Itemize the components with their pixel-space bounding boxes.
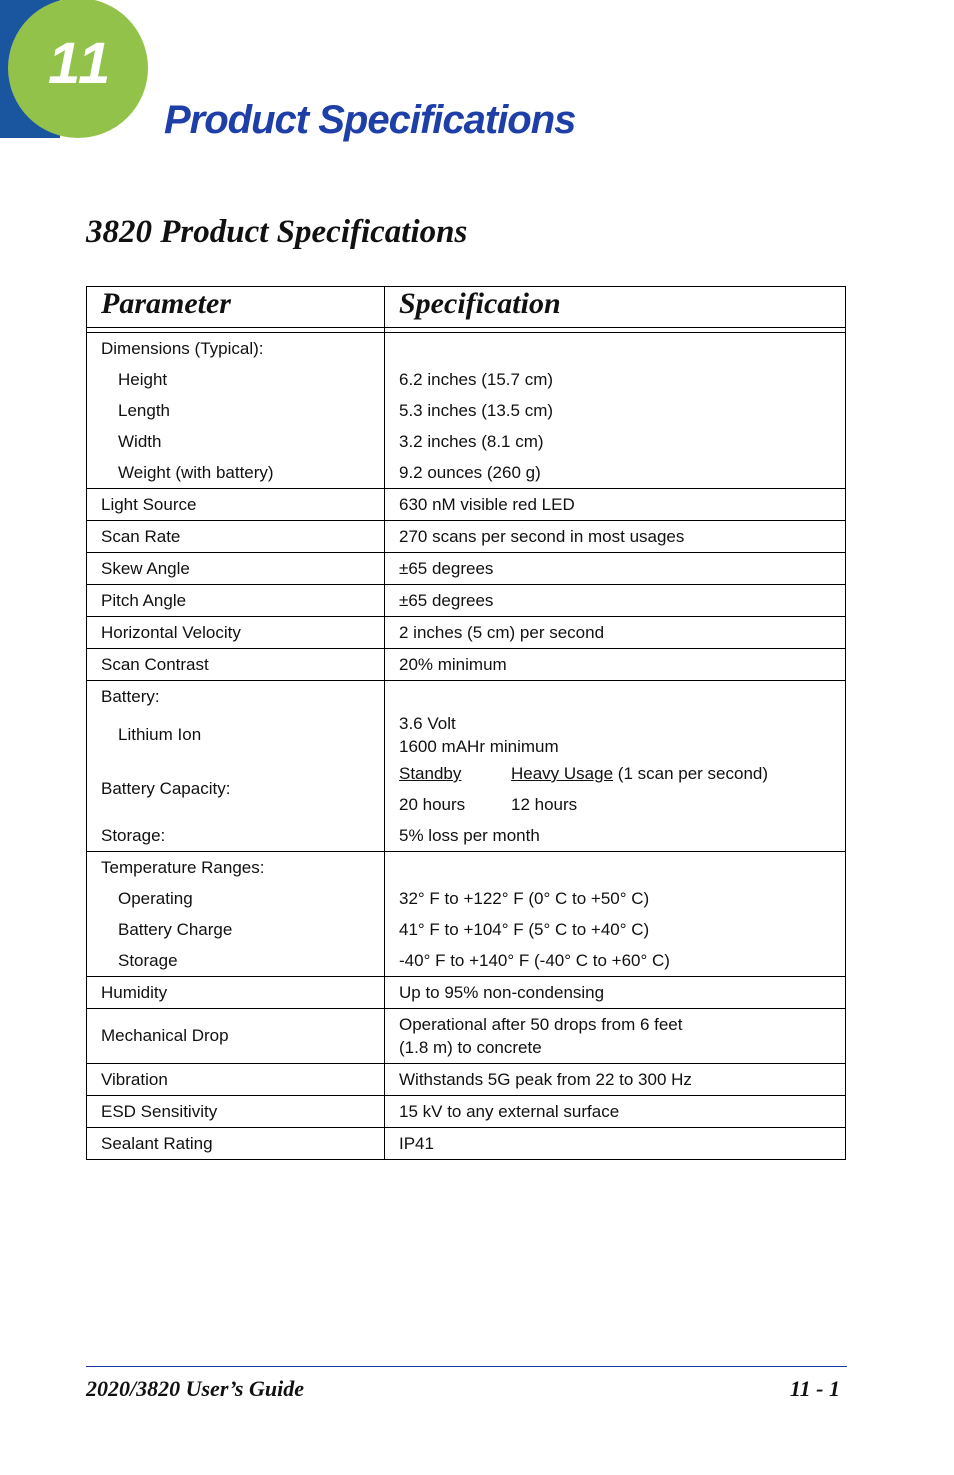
table-row (87, 553, 846, 585)
param-length: Length (118, 401, 170, 420)
param-operating: Operating (118, 889, 193, 908)
spec-horizontal-velocity: 2 inches (5 cm) per second (385, 617, 846, 649)
table-header-row (87, 287, 846, 328)
spec-width: 3.2 inches (8.1 cm) (399, 432, 544, 451)
spec-storage-loss: 5% loss per month (399, 826, 540, 845)
param-battery-charge: Battery Charge (118, 920, 233, 939)
spec-skew-angle: ±65 degrees (385, 553, 846, 585)
spec-capacity-min: 1600 mAHr minimum (399, 737, 559, 756)
dimensions-label: Dimensions (Typical): (101, 339, 264, 358)
table-row (87, 1064, 846, 1096)
spec-humidity: Up to 95% non-condensing (385, 977, 846, 1009)
table-row-battery (87, 681, 846, 852)
chapter-number: 11 (48, 31, 113, 96)
param-storage-temp: Storage (118, 951, 178, 970)
spec-battery-charge: 41° F to +104° F (5° C to +40° C) (399, 920, 650, 939)
param-esd-sensitivity: ESD Sensitivity (87, 1096, 385, 1128)
chapter-title: Product Specifications (164, 98, 576, 142)
param-skew-angle: Skew Angle (87, 553, 385, 585)
table-row (87, 617, 846, 649)
heavy-usage-heading: Heavy Usage (511, 764, 614, 783)
spec-length: 5.3 inches (13.5 cm) (399, 401, 554, 420)
spec-scan-rate: 270 scans per second in most usages (385, 521, 846, 553)
section-title: 3820 Product Specifications (86, 214, 468, 250)
spec-voltage: 3.6 Volt (399, 714, 456, 733)
param-pitch-angle: Pitch Angle (87, 585, 385, 617)
battery-label: Battery: (101, 687, 160, 706)
param-storage: Storage: (101, 826, 166, 845)
footer-guide-title: 2020/3820 User’s Guide (86, 1376, 304, 1401)
specifications-table (86, 286, 846, 1160)
standby-value: 20 hours (399, 795, 466, 814)
spec-weight: 9.2 ounces (260 g) (399, 463, 541, 482)
spec-drop-line1: Operational after 50 drops from 6 feet (399, 1015, 683, 1034)
table-row (87, 489, 846, 521)
spec-sealant-rating: IP41 (385, 1128, 846, 1160)
param-horizontal-velocity: Horizontal Velocity (87, 617, 385, 649)
param-weight: Weight (with battery) (118, 463, 274, 482)
spec-height: 6.2 inches (15.7 cm) (399, 370, 554, 389)
table-row-temperature (87, 852, 846, 977)
table-row (87, 649, 846, 681)
param-humidity: Humidity (87, 977, 385, 1009)
param-sealant-rating: Sealant Rating (87, 1128, 385, 1160)
param-mechanical-drop: Mechanical Drop (87, 1009, 385, 1064)
table-row (87, 977, 846, 1009)
spec-scan-contrast: 20% minimum (385, 649, 846, 681)
footer-divider (86, 1366, 847, 1367)
param-lithium-ion: Lithium Ion (118, 725, 202, 744)
param-scan-rate: Scan Rate (87, 521, 385, 553)
spec-drop-line2: (1.8 m) to concrete (399, 1038, 542, 1057)
heavy-usage-value: 12 hours (511, 795, 578, 814)
spec-esd-sensitivity: 15 kV to any external surface (385, 1096, 846, 1128)
table-row-drop (87, 1009, 846, 1064)
param-battery-capacity: Battery Capacity: (101, 779, 231, 798)
heavy-usage-note: (1 scan per second) (613, 764, 769, 783)
spec-operating: 32° F to +122° F (0° C to +50° C) (399, 889, 650, 908)
param-light-source: Light Source (87, 489, 385, 521)
spec-pitch-angle: ±65 degrees (385, 585, 846, 617)
spec-vibration: Withstands 5G peak from 22 to 300 Hz (385, 1064, 846, 1096)
table-row (87, 1128, 846, 1160)
table-row (87, 585, 846, 617)
param-scan-contrast: Scan Contrast (87, 649, 385, 681)
param-width: Width (118, 432, 162, 451)
table-row-dimensions (87, 333, 846, 489)
footer-page-number: 11 - 1 (789, 1376, 840, 1401)
spec-light-source: 630 nM visible red LED (385, 489, 846, 521)
param-height: Height (118, 370, 168, 389)
standby-heading: Standby (399, 764, 462, 783)
spec-storage-temp: -40° F to +140° F (-40° C to +60° C) (399, 951, 670, 970)
header-parameter: Parameter (87, 287, 385, 328)
temperature-label: Temperature Ranges: (101, 858, 265, 877)
table-row (87, 521, 846, 553)
param-vibration: Vibration (87, 1064, 385, 1096)
table-row (87, 1096, 846, 1128)
header-specification: Specification (385, 287, 846, 328)
